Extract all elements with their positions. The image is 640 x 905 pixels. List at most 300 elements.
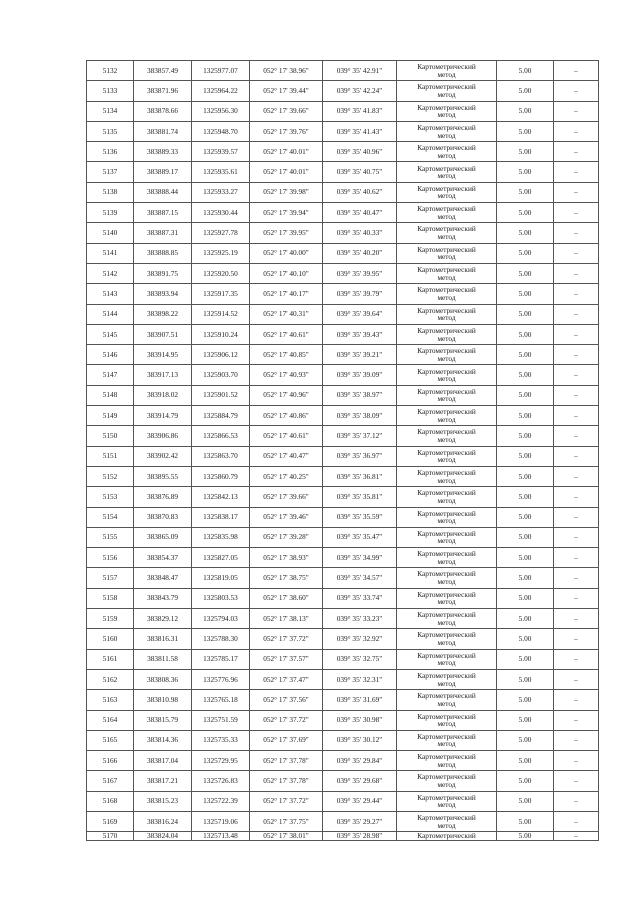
- method-line-2: метод: [437, 434, 456, 444]
- longitude-cell: 039° 35' 39.64": [323, 304, 397, 324]
- point-number-cell: 5150: [87, 426, 134, 446]
- table-row: [87, 162, 599, 182]
- method-cell: [397, 527, 497, 547]
- y-coordinate-cell: 1325925.19: [192, 243, 250, 263]
- method-cell: [397, 568, 497, 588]
- x-coordinate-cell: 383898.22: [134, 304, 192, 324]
- point-number-cell: 5170: [87, 832, 134, 841]
- method-cell: [397, 365, 497, 385]
- accuracy-cell: 5.00: [497, 527, 554, 547]
- y-coordinate-cell: 1325930.44: [192, 203, 250, 223]
- method-line-1: Картометрический: [417, 366, 476, 376]
- y-coordinate-cell: 1325722.39: [192, 791, 250, 811]
- point-number-cell: 5169: [87, 811, 134, 831]
- latitude-cell: 052° 17' 37.69": [250, 730, 323, 750]
- note-cell: –: [554, 548, 599, 568]
- longitude-cell: 039° 35' 33.23": [323, 609, 397, 629]
- method-line-1: Картометрический: [417, 62, 476, 72]
- note-cell: –: [554, 223, 599, 243]
- method-line-2: метод: [437, 780, 456, 790]
- accuracy-cell: 5.00: [497, 406, 554, 426]
- method-line-1: Картометрический: [417, 752, 476, 762]
- accuracy-cell: 5.00: [497, 690, 554, 710]
- method-line-2: метод: [437, 333, 456, 343]
- method-cell: [397, 466, 497, 486]
- accuracy-cell: 5.00: [497, 609, 554, 629]
- method-line-1: Картометрический: [417, 630, 476, 640]
- x-coordinate-cell: 383817.04: [134, 751, 192, 771]
- accuracy-cell: 5.00: [497, 223, 554, 243]
- x-coordinate-cell: 383902.42: [134, 446, 192, 466]
- y-coordinate-cell: 1325785.17: [192, 649, 250, 669]
- note-cell: –: [554, 811, 599, 831]
- point-number-cell: 5165: [87, 730, 134, 750]
- method-line-1: Картометрический: [417, 407, 476, 417]
- method-line-2: метод: [437, 597, 456, 607]
- table-row: [87, 527, 599, 547]
- longitude-cell: 039° 35' 40.20": [323, 243, 397, 263]
- longitude-cell: 039° 35' 35.47": [323, 527, 397, 547]
- longitude-cell: 039° 35' 29.68": [323, 771, 397, 791]
- note-cell: –: [554, 324, 599, 344]
- latitude-cell: 052° 17' 39.98": [250, 182, 323, 202]
- y-coordinate-cell: 1325765.18: [192, 690, 250, 710]
- latitude-cell: 052° 17' 40.01": [250, 162, 323, 182]
- note-cell: –: [554, 588, 599, 608]
- method-cell: [397, 649, 497, 669]
- latitude-cell: 052° 17' 37.72": [250, 710, 323, 730]
- point-number-cell: 5138: [87, 182, 134, 202]
- table-row: [87, 771, 599, 791]
- y-coordinate-cell: 1325903.70: [192, 365, 250, 385]
- note-cell: –: [554, 629, 599, 649]
- y-coordinate-cell: 1325838.17: [192, 507, 250, 527]
- method-line-1: Картометрический: [417, 731, 476, 741]
- longitude-cell: 039° 35' 36.81": [323, 466, 397, 486]
- method-line-2: метод: [437, 759, 456, 769]
- method-line-2: метод: [437, 150, 456, 160]
- point-number-cell: 5133: [87, 81, 134, 101]
- table-row: [87, 304, 599, 324]
- x-coordinate-cell: 383816.24: [134, 811, 192, 831]
- method-line-2: метод: [437, 617, 456, 627]
- method-line-1: Картометрический: [417, 183, 476, 193]
- method-line-2: метод: [437, 252, 456, 262]
- accuracy-cell: 5.00: [497, 487, 554, 507]
- x-coordinate-cell: 383814.36: [134, 730, 192, 750]
- point-number-cell: 5140: [87, 223, 134, 243]
- y-coordinate-cell: 1325914.52: [192, 304, 250, 324]
- point-number-cell: 5155: [87, 527, 134, 547]
- accuracy-cell: 5.00: [497, 81, 554, 101]
- y-coordinate-cell: 1325917.35: [192, 284, 250, 304]
- note-cell: –: [554, 751, 599, 771]
- method-line-1: Картометрический: [417, 813, 476, 823]
- note-cell: –: [554, 304, 599, 324]
- longitude-cell: 039° 35' 40.62": [323, 182, 397, 202]
- x-coordinate-cell: 383829.12: [134, 609, 192, 629]
- note-cell: –: [554, 263, 599, 283]
- x-coordinate-cell: 383887.31: [134, 223, 192, 243]
- method-line-1: Картометрический: [417, 831, 476, 841]
- x-coordinate-cell: 383871.96: [134, 81, 192, 101]
- latitude-cell: 052° 17' 37.47": [250, 669, 323, 689]
- y-coordinate-cell: 1325751.59: [192, 710, 250, 730]
- point-number-cell: 5135: [87, 121, 134, 141]
- point-number-cell: 5143: [87, 284, 134, 304]
- accuracy-cell: 5.00: [497, 101, 554, 121]
- method-line-1: Картометрический: [417, 467, 476, 477]
- table-row: [87, 81, 599, 101]
- point-number-cell: 5156: [87, 548, 134, 568]
- method-line-2: метод: [437, 455, 456, 465]
- x-coordinate-cell: 383854.37: [134, 548, 192, 568]
- x-coordinate-cell: 383876.89: [134, 487, 192, 507]
- x-coordinate-cell: 383811.58: [134, 649, 192, 669]
- latitude-cell: 052° 17' 37.78": [250, 751, 323, 771]
- accuracy-cell: 5.00: [497, 284, 554, 304]
- accuracy-cell: 5.00: [497, 568, 554, 588]
- method-line-2: метод: [437, 475, 456, 485]
- point-number-cell: 5148: [87, 385, 134, 405]
- method-cell: [397, 548, 497, 568]
- table-row: [87, 223, 599, 243]
- point-number-cell: 5162: [87, 669, 134, 689]
- y-coordinate-cell: 1325863.70: [192, 446, 250, 466]
- x-coordinate-cell: 383881.74: [134, 121, 192, 141]
- method-line-2: метод: [437, 658, 456, 668]
- accuracy-cell: 5.00: [497, 791, 554, 811]
- latitude-cell: 052° 17' 40.17": [250, 284, 323, 304]
- method-cell: [397, 487, 497, 507]
- accuracy-cell: 5.00: [497, 121, 554, 141]
- note-cell: –: [554, 649, 599, 669]
- method-cell: [397, 791, 497, 811]
- note-cell: –: [554, 81, 599, 101]
- method-line-2: метод: [437, 353, 456, 363]
- point-number-cell: 5153: [87, 487, 134, 507]
- table-row: [87, 284, 599, 304]
- longitude-cell: 039° 35' 34.57": [323, 568, 397, 588]
- accuracy-cell: 5.00: [497, 345, 554, 365]
- method-line-2: метод: [437, 516, 456, 526]
- longitude-cell: 039° 35' 28.98": [323, 832, 397, 841]
- x-coordinate-cell: 383907.51: [134, 324, 192, 344]
- note-cell: –: [554, 406, 599, 426]
- table-row: [87, 324, 599, 344]
- method-cell: [397, 832, 497, 841]
- y-coordinate-cell: 1325866.53: [192, 426, 250, 446]
- point-number-cell: 5152: [87, 466, 134, 486]
- accuracy-cell: 5.00: [497, 162, 554, 182]
- table-row: [87, 203, 599, 223]
- method-line-1: Картометрический: [417, 528, 476, 538]
- longitude-cell: 039° 35' 37.12": [323, 426, 397, 446]
- note-cell: –: [554, 203, 599, 223]
- note-cell: –: [554, 730, 599, 750]
- note-cell: –: [554, 446, 599, 466]
- point-number-cell: 5151: [87, 446, 134, 466]
- method-line-2: метод: [437, 739, 456, 749]
- accuracy-cell: 5.00: [497, 832, 554, 841]
- x-coordinate-cell: 383865.09: [134, 527, 192, 547]
- point-number-cell: 5137: [87, 162, 134, 182]
- longitude-cell: 039° 35' 40.33": [323, 223, 397, 243]
- y-coordinate-cell: 1325788.30: [192, 629, 250, 649]
- longitude-cell: 039° 35' 38.97": [323, 385, 397, 405]
- method-cell: [397, 669, 497, 689]
- latitude-cell: 052° 17' 40.96": [250, 385, 323, 405]
- accuracy-cell: 5.00: [497, 466, 554, 486]
- method-cell: [397, 406, 497, 426]
- method-line-1: Картометрический: [417, 549, 476, 559]
- method-cell: [397, 385, 497, 405]
- method-line-1: Картометрический: [417, 82, 476, 92]
- table-row: [87, 385, 599, 405]
- x-coordinate-cell: 383810.98: [134, 690, 192, 710]
- longitude-cell: 039° 35' 29.44": [323, 791, 397, 811]
- longitude-cell: 039° 35' 40.96": [323, 142, 397, 162]
- note-cell: –: [554, 142, 599, 162]
- accuracy-cell: 5.00: [497, 142, 554, 162]
- method-cell: [397, 588, 497, 608]
- note-cell: –: [554, 832, 599, 841]
- note-cell: –: [554, 243, 599, 263]
- method-cell: [397, 324, 497, 344]
- method-cell: [397, 162, 497, 182]
- method-line-1: Картометрический: [417, 102, 476, 112]
- method-cell: [397, 730, 497, 750]
- note-cell: –: [554, 771, 599, 791]
- x-coordinate-cell: 383843.79: [134, 588, 192, 608]
- table-row: [87, 751, 599, 771]
- y-coordinate-cell: 1325835.98: [192, 527, 250, 547]
- accuracy-cell: 5.00: [497, 811, 554, 831]
- point-number-cell: 5154: [87, 507, 134, 527]
- method-cell: [397, 121, 497, 141]
- point-number-cell: 5141: [87, 243, 134, 263]
- accuracy-cell: 5.00: [497, 385, 554, 405]
- y-coordinate-cell: 1325933.27: [192, 182, 250, 202]
- note-cell: –: [554, 466, 599, 486]
- latitude-cell: 052° 17' 40.47": [250, 446, 323, 466]
- method-line-1: Картометрический: [417, 285, 476, 295]
- method-line-2: метод: [437, 313, 456, 323]
- x-coordinate-cell: 383891.75: [134, 263, 192, 283]
- accuracy-cell: 5.00: [497, 61, 554, 81]
- method-cell: [397, 263, 497, 283]
- x-coordinate-cell: 383893.94: [134, 284, 192, 304]
- note-cell: –: [554, 609, 599, 629]
- method-cell: [397, 811, 497, 831]
- latitude-cell: 052° 17' 40.10": [250, 263, 323, 283]
- latitude-cell: 052° 17' 39.94": [250, 203, 323, 223]
- method-line-1: Картометрический: [417, 122, 476, 132]
- method-line-2: метод: [437, 820, 456, 830]
- longitude-cell: 039° 35' 34.99": [323, 548, 397, 568]
- method-line-1: Картометрический: [417, 143, 476, 153]
- latitude-cell: 052° 17' 40.01": [250, 142, 323, 162]
- table-row: [87, 609, 599, 629]
- table-row: [87, 791, 599, 811]
- point-number-cell: 5167: [87, 771, 134, 791]
- accuracy-cell: 5.00: [497, 669, 554, 689]
- latitude-cell: 052° 17' 40.61": [250, 324, 323, 344]
- method-line-2: метод: [437, 232, 456, 242]
- y-coordinate-cell: 1325927.78: [192, 223, 250, 243]
- method-cell: [397, 284, 497, 304]
- accuracy-cell: 5.00: [497, 446, 554, 466]
- note-cell: –: [554, 527, 599, 547]
- table-row: [87, 690, 599, 710]
- method-line-1: Картометрический: [417, 711, 476, 721]
- y-coordinate-cell: 1325726.83: [192, 771, 250, 791]
- point-number-cell: 5163: [87, 690, 134, 710]
- y-coordinate-cell: 1325776.96: [192, 669, 250, 689]
- point-number-cell: 5134: [87, 101, 134, 121]
- note-cell: –: [554, 669, 599, 689]
- note-cell: –: [554, 61, 599, 81]
- accuracy-cell: 5.00: [497, 730, 554, 750]
- x-coordinate-cell: 383917.13: [134, 365, 192, 385]
- method-cell: [397, 446, 497, 466]
- method-cell: [397, 61, 497, 81]
- longitude-cell: 039° 35' 38.09": [323, 406, 397, 426]
- y-coordinate-cell: 1325906.12: [192, 345, 250, 365]
- longitude-cell: 039° 35' 29.84": [323, 751, 397, 771]
- y-coordinate-cell: 1325803.53: [192, 588, 250, 608]
- method-line-1: Картометрический: [417, 569, 476, 579]
- latitude-cell: 052° 17' 37.57": [250, 649, 323, 669]
- method-line-2: метод: [437, 536, 456, 546]
- method-line-1: Картометрический: [417, 670, 476, 680]
- point-number-cell: 5158: [87, 588, 134, 608]
- latitude-cell: 052° 17' 37.75": [250, 811, 323, 831]
- note-cell: –: [554, 791, 599, 811]
- y-coordinate-cell: 1325735.33: [192, 730, 250, 750]
- x-coordinate-cell: 383888.85: [134, 243, 192, 263]
- longitude-cell: 039° 35' 41.83": [323, 101, 397, 121]
- point-number-cell: 5144: [87, 304, 134, 324]
- longitude-cell: 039° 35' 41.43": [323, 121, 397, 141]
- table-row: [87, 669, 599, 689]
- method-line-2: метод: [437, 110, 456, 120]
- method-line-2: метод: [437, 637, 456, 647]
- latitude-cell: 052° 17' 39.66": [250, 101, 323, 121]
- longitude-cell: 039° 35' 33.74": [323, 588, 397, 608]
- method-cell: [397, 101, 497, 121]
- method-cell: [397, 223, 497, 243]
- latitude-cell: 052° 17' 38.75": [250, 568, 323, 588]
- method-line-2: метод: [437, 374, 456, 384]
- accuracy-cell: 5.00: [497, 203, 554, 223]
- note-cell: –: [554, 121, 599, 141]
- point-number-cell: 5161: [87, 649, 134, 669]
- table-row: [87, 142, 599, 162]
- y-coordinate-cell: 1325819.05: [192, 568, 250, 588]
- y-coordinate-cell: 1325948.70: [192, 121, 250, 141]
- method-line-1: Картометрический: [417, 224, 476, 234]
- accuracy-cell: 5.00: [497, 304, 554, 324]
- method-cell: [397, 304, 497, 324]
- x-coordinate-cell: 383914.95: [134, 345, 192, 365]
- method-line-1: Картометрический: [417, 244, 476, 254]
- longitude-cell: 039° 35' 39.09": [323, 365, 397, 385]
- method-line-1: Картометрический: [417, 346, 476, 356]
- method-line-1: Картометрический: [417, 265, 476, 275]
- accuracy-cell: 5.00: [497, 243, 554, 263]
- x-coordinate-cell: 383878.66: [134, 101, 192, 121]
- x-coordinate-cell: 383895.55: [134, 466, 192, 486]
- x-coordinate-cell: 383857.49: [134, 61, 192, 81]
- accuracy-cell: 5.00: [497, 507, 554, 527]
- method-line-2: метод: [437, 678, 456, 688]
- method-line-2: метод: [437, 171, 456, 181]
- latitude-cell: 052° 17' 40.25": [250, 466, 323, 486]
- latitude-cell: 052° 17' 37.56": [250, 690, 323, 710]
- latitude-cell: 052° 17' 40.93": [250, 365, 323, 385]
- method-line-2: метод: [437, 495, 456, 505]
- y-coordinate-cell: 1325977.07: [192, 61, 250, 81]
- method-line-1: Картометрический: [417, 772, 476, 782]
- method-cell: [397, 771, 497, 791]
- table-row: [87, 446, 599, 466]
- note-cell: –: [554, 690, 599, 710]
- method-line-2: метод: [437, 719, 456, 729]
- x-coordinate-cell: 383918.02: [134, 385, 192, 405]
- table-row: [87, 649, 599, 669]
- table-row: [87, 507, 599, 527]
- method-cell: [397, 203, 497, 223]
- table-row: [87, 61, 599, 81]
- accuracy-cell: 5.00: [497, 588, 554, 608]
- method-line-2: метод: [437, 292, 456, 302]
- table-row: [87, 487, 599, 507]
- point-number-cell: 5168: [87, 791, 134, 811]
- accuracy-cell: 5.00: [497, 263, 554, 283]
- x-coordinate-cell: 383889.33: [134, 142, 192, 162]
- latitude-cell: 052° 17' 38.13": [250, 609, 323, 629]
- table-row: [87, 466, 599, 486]
- x-coordinate-cell: 383808.36: [134, 669, 192, 689]
- accuracy-cell: 5.00: [497, 324, 554, 344]
- method-cell: [397, 243, 497, 263]
- table-row: [87, 811, 599, 831]
- note-cell: –: [554, 284, 599, 304]
- longitude-cell: 039° 35' 40.75": [323, 162, 397, 182]
- x-coordinate-cell: 383887.15: [134, 203, 192, 223]
- method-line-2: метод: [437, 130, 456, 140]
- y-coordinate-cell: 1325901.52: [192, 385, 250, 405]
- x-coordinate-cell: 383906.86: [134, 426, 192, 446]
- latitude-cell: 052° 17' 40.86": [250, 406, 323, 426]
- y-coordinate-cell: 1325910.24: [192, 324, 250, 344]
- latitude-cell: 052° 17' 38.96": [250, 61, 323, 81]
- point-number-cell: 5157: [87, 568, 134, 588]
- point-number-cell: 5142: [87, 263, 134, 283]
- note-cell: –: [554, 345, 599, 365]
- point-number-cell: 5149: [87, 406, 134, 426]
- latitude-cell: 052° 17' 37.78": [250, 771, 323, 791]
- method-line-2: метод: [437, 69, 456, 79]
- table-row: [87, 710, 599, 730]
- longitude-cell: 039° 35' 35.81": [323, 487, 397, 507]
- method-cell: [397, 507, 497, 527]
- method-line-1: Картометрический: [417, 386, 476, 396]
- accuracy-cell: 5.00: [497, 649, 554, 669]
- y-coordinate-cell: 1325939.57: [192, 142, 250, 162]
- latitude-cell: 052° 17' 38.93": [250, 548, 323, 568]
